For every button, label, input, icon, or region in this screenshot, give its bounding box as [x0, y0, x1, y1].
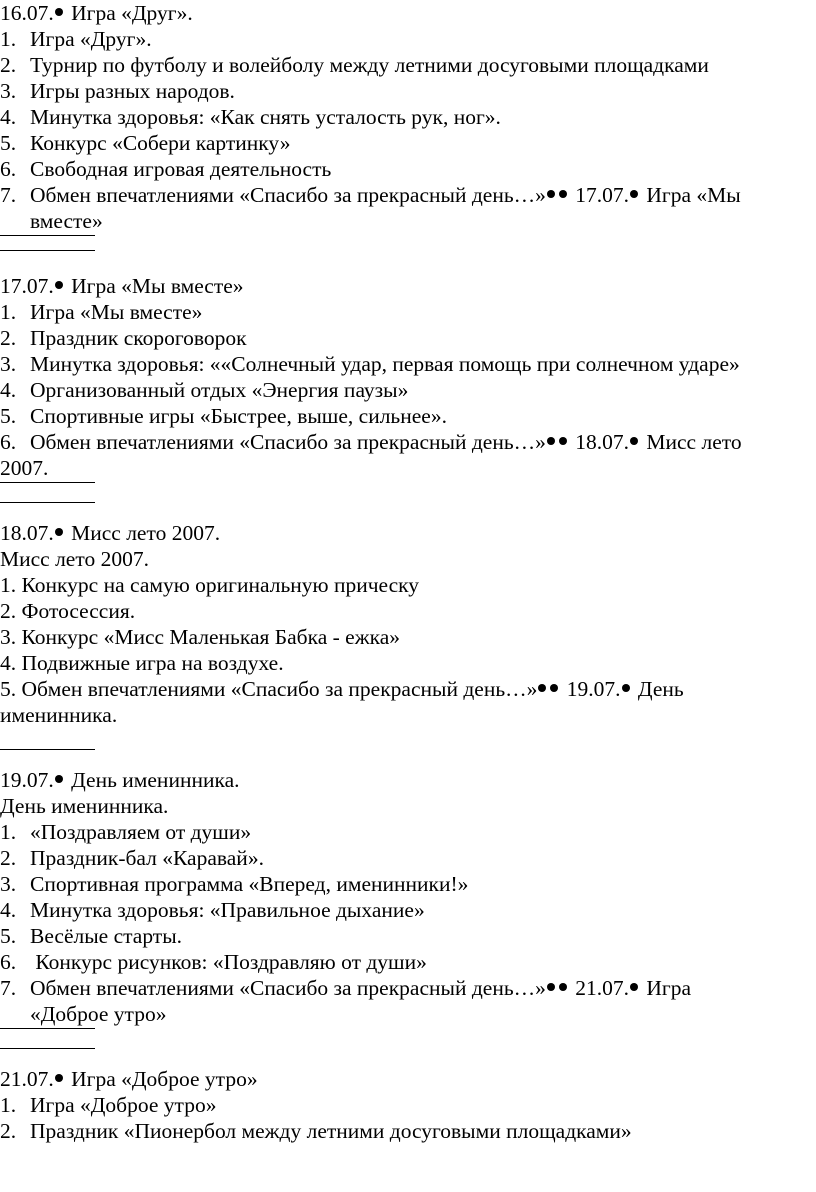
list-item: 1. Игра «Доброе утро» — [0, 1093, 217, 1117]
bullet-icon — [630, 190, 638, 198]
next-link-date[interactable]: 21.07. — [575, 976, 630, 1000]
section-heading — [0, 0, 816, 26]
list-item: 2. Праздник скороговорок — [0, 326, 247, 350]
list-item: 2. Турнир по футболу и волейболу между летними досуговыми площадками — [0, 53, 709, 77]
section-19-07 — [0, 767, 816, 1053]
bullet-icon — [622, 684, 630, 692]
list-item: 7. Обмен впечатлениями «Спасибо за прекрасный день…» 17.07. Игра «Мы — [0, 183, 741, 207]
list-item: 1. Конкурс на самую оригинальную прическу — [0, 573, 420, 597]
bullet-icon — [547, 983, 555, 991]
next-link-date[interactable]: 17.07. — [575, 183, 630, 207]
next-link-title-continued[interactable]: 2007. — [0, 456, 49, 480]
section-heading — [0, 767, 816, 793]
list-item: 3. Спортивная программа «Вперед, именинники!» — [0, 872, 469, 896]
heading-title: Игра «Друг». — [65, 1, 193, 25]
list-item-continuation — [0, 455, 816, 481]
bullet-icon — [630, 437, 638, 445]
list-item: 5. Весёлые старты. — [0, 924, 183, 948]
list-item: 3. Игры разных народов. — [0, 79, 235, 103]
section-18-07 — [0, 520, 816, 754]
section-subtitle: День именинника. — [0, 794, 169, 818]
next-link-date[interactable]: 19.07. — [566, 677, 621, 701]
section-21-07 — [0, 1066, 816, 1144]
list-item: 5. Обмен впечатлениями «Спасибо за прекрасный день…» 19.07. День — [0, 677, 684, 701]
heading-date: 18.07. — [0, 521, 54, 545]
bullet-icon — [559, 983, 567, 991]
list-item: 4. Минутка здоровья: «Правильное дыхание» — [0, 898, 425, 922]
next-link-title-continued[interactable]: «Доброе утро» — [30, 1002, 167, 1026]
heading-title: День именинника. — [65, 768, 240, 792]
bullet-icon — [55, 528, 63, 536]
heading-title: Мисс лето 2007. — [65, 521, 221, 545]
list-item: 2. Праздник-бал «Каравай». — [0, 846, 264, 870]
list-item: 4. Минутка здоровья: «Как снять усталость рук, ног». — [0, 105, 501, 129]
divider — [0, 749, 95, 750]
list-item: 6. Свободная игровая деятельность — [0, 157, 332, 181]
heading-title: Игра «Доброе утро» — [65, 1067, 258, 1091]
section-16-07 — [0, 0, 816, 260]
bullet-icon — [55, 775, 63, 783]
bullet-icon — [538, 684, 546, 692]
list-item: 1. «Поздравляем от души» — [0, 820, 252, 844]
list-item-continuation — [0, 702, 816, 728]
section-17-07 — [0, 273, 816, 507]
bullet-icon — [559, 190, 567, 198]
list-item: 4. Организованный отдых «Энергия паузы» — [0, 378, 409, 402]
list-item: 3. Минутка здоровья: ««Солнечный удар, первая помощь при солнечном ударе» — [0, 352, 740, 376]
heading-title: Игра «Мы вместе» — [65, 274, 244, 298]
heading-date: 21.07. — [0, 1067, 54, 1091]
list-item: 1. Игра «Мы вместе» — [0, 300, 203, 324]
list-item-continuation — [0, 1001, 816, 1027]
bullet-icon — [550, 684, 558, 692]
divider — [0, 1048, 95, 1049]
next-link-title[interactable]: День — [632, 677, 684, 701]
bullet-icon — [55, 281, 63, 289]
next-link-title[interactable]: Игра «Мы — [641, 183, 741, 207]
list-item: 6. Конкурс рисунков: «Поздравляю от души» — [0, 950, 427, 974]
section-heading — [0, 520, 816, 546]
spacer — [0, 234, 816, 260]
bullet-icon — [55, 1074, 63, 1082]
divider — [0, 250, 95, 251]
list-item: 7. Обмен впечатлениями «Спасибо за прекрасный день…» 21.07. Игра — [0, 976, 692, 1000]
heading-date: 19.07. — [0, 768, 54, 792]
bullet-icon — [547, 437, 555, 445]
spacer — [0, 728, 816, 754]
spacer — [0, 1027, 816, 1053]
list-item: 5. Конкурс «Собери картинку» — [0, 131, 291, 155]
spacer — [0, 481, 816, 507]
bullet-icon — [630, 983, 638, 991]
next-link-date[interactable]: 18.07. — [575, 430, 630, 454]
next-link-title-continued[interactable]: вместе» — [30, 209, 103, 233]
list-item: 3. Конкурс «Мисс Маленькая Бабка - ежка» — [0, 625, 400, 649]
list-item-continuation — [0, 208, 816, 234]
heading-date: 17.07. — [0, 274, 54, 298]
list-item: 2. Праздник «Пионербол между летними досуговыми площадками» — [0, 1119, 632, 1143]
section-heading — [0, 273, 816, 299]
list-item: 4. Подвижные игра на воздухе. — [0, 651, 284, 675]
next-link-title[interactable]: Мисс лето — [641, 430, 742, 454]
list-item: 2. Фотосессия. — [0, 599, 136, 623]
next-link-title[interactable]: Игра — [641, 976, 692, 1000]
list-item: 5. Спортивные игры «Быстрее, выше, сильнее». — [0, 404, 447, 428]
section-subtitle: Мисс лето 2007. — [0, 547, 149, 571]
list-item: 1. Игра «Друг». — [0, 27, 152, 51]
bullet-icon — [547, 190, 555, 198]
divider — [0, 502, 95, 503]
list-item: 6. Обмен впечатлениями «Спасибо за прекрасный день…» 18.07. Мисс лето — [0, 430, 742, 454]
section-heading — [0, 1066, 816, 1092]
bullet-icon — [559, 437, 567, 445]
heading-date: 16.07. — [0, 1, 54, 25]
next-link-title-continued[interactable]: именинника. — [0, 703, 118, 727]
bullet-icon — [55, 8, 63, 16]
